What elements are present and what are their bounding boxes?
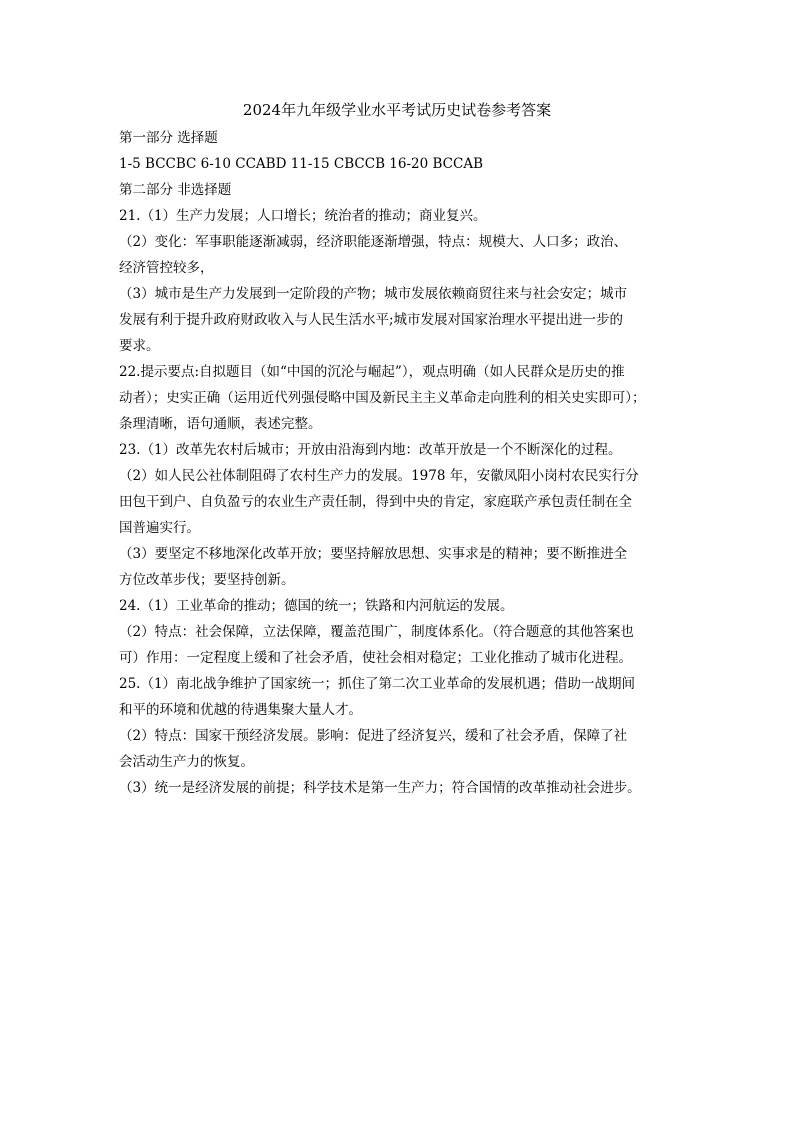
choice-answers: 1-5 BCCBC 6-10 CCABD 11-15 CBCCB 16-20 BCCAB (119, 156, 484, 172)
answer-line: 23.（1）改革先农村后城市；开放由沿海到内地：改革开放是一个不断深化的过程。 (119, 442, 622, 458)
answer-line: （3）城市是生产力发展到一定阶段的产物；城市发展依赖商贸往来与社会安定；城市 (119, 286, 628, 302)
answer-line: 25.（1）南北战争维护了国家统一；抓住了第二次工业革命的发展机遇；借助一战期间 (119, 676, 636, 692)
answer-line: （2）特点：国家干预经济发展。影响：促进了经济复兴，缓和了社会矛盾，保障了社 (119, 728, 628, 744)
document-title: 2024年九年级学业水平考试历史试卷参考答案 (242, 101, 552, 119)
answer-line: 发展有利于提升政府财政收入与人民生活水平;城市发展对国家治理水平提出进一步的 (119, 312, 624, 328)
answer-line: 可）作用：一定程度上缓和了社会矛盾，使社会相对稳定；工业化推动了城市化进程。 (119, 650, 632, 666)
answer-line: （3）统一是经济发展的前提；科学技术是第一生产力；符合国情的改革推动社会进步。 (119, 780, 641, 796)
answer-line: 条理清晰，语句通顺，表述完整。 (119, 416, 322, 432)
answer-line: 田包干到户、自负盈亏的农业生产责任制，得到中央的肯定，家庭联产承包责任制在全 (119, 494, 632, 510)
answer-line: 和平的环境和优越的待遇集聚大量人才。 (119, 702, 362, 718)
answer-line: 要求。 (119, 338, 160, 354)
answer-line: （2）变化：军事职能逐渐减弱，经济职能逐渐增强，特点：规模大、人口多；政治、 (119, 234, 628, 250)
answer-line: （2）如人民公社体制阻碍了农村生产力的发展。1978 年，安徽凤阳小岗村农民实行分 (119, 468, 639, 484)
answer-line: 会活动生产力的恢复。 (119, 754, 254, 770)
section-heading: 第二部分 非选择题 (119, 182, 232, 198)
answer-line: （2）特点：社会保障，立法保障，覆盖范围广，制度体系化。（符合题意的其他答案也 (119, 624, 634, 640)
answer-line: 经济管控较多， (119, 260, 214, 276)
answer-line: 动者）；史实正确（运用近代列强侵略中国及新民主主义革命走向胜利的相关史实即可）； (119, 390, 646, 406)
answer-line: 21.（1）生产力发展；人口增长；统治者的推动；商业复兴。 (119, 208, 487, 224)
section-heading: 第一部分 选择题 (119, 130, 218, 146)
answer-line: 22.提示要点:自拟题目（如“中国的沉沦与崛起”），观点明确（如人民群众是历史的推 (119, 364, 625, 380)
answer-line: （3）要坚定不移地深化改革开放；要坚持解放思想、实事求是的精神；要不断推进全 (119, 546, 628, 562)
answer-line: 方位改革步伐；要坚持创新。 (119, 572, 295, 588)
answer-line: 24.（1）工业革命的推动；德国的统一；铁路和内河航运的发展。 (119, 598, 514, 614)
answer-line: 国普遍实行。 (119, 520, 200, 536)
document-body (119, 125, 699, 801)
